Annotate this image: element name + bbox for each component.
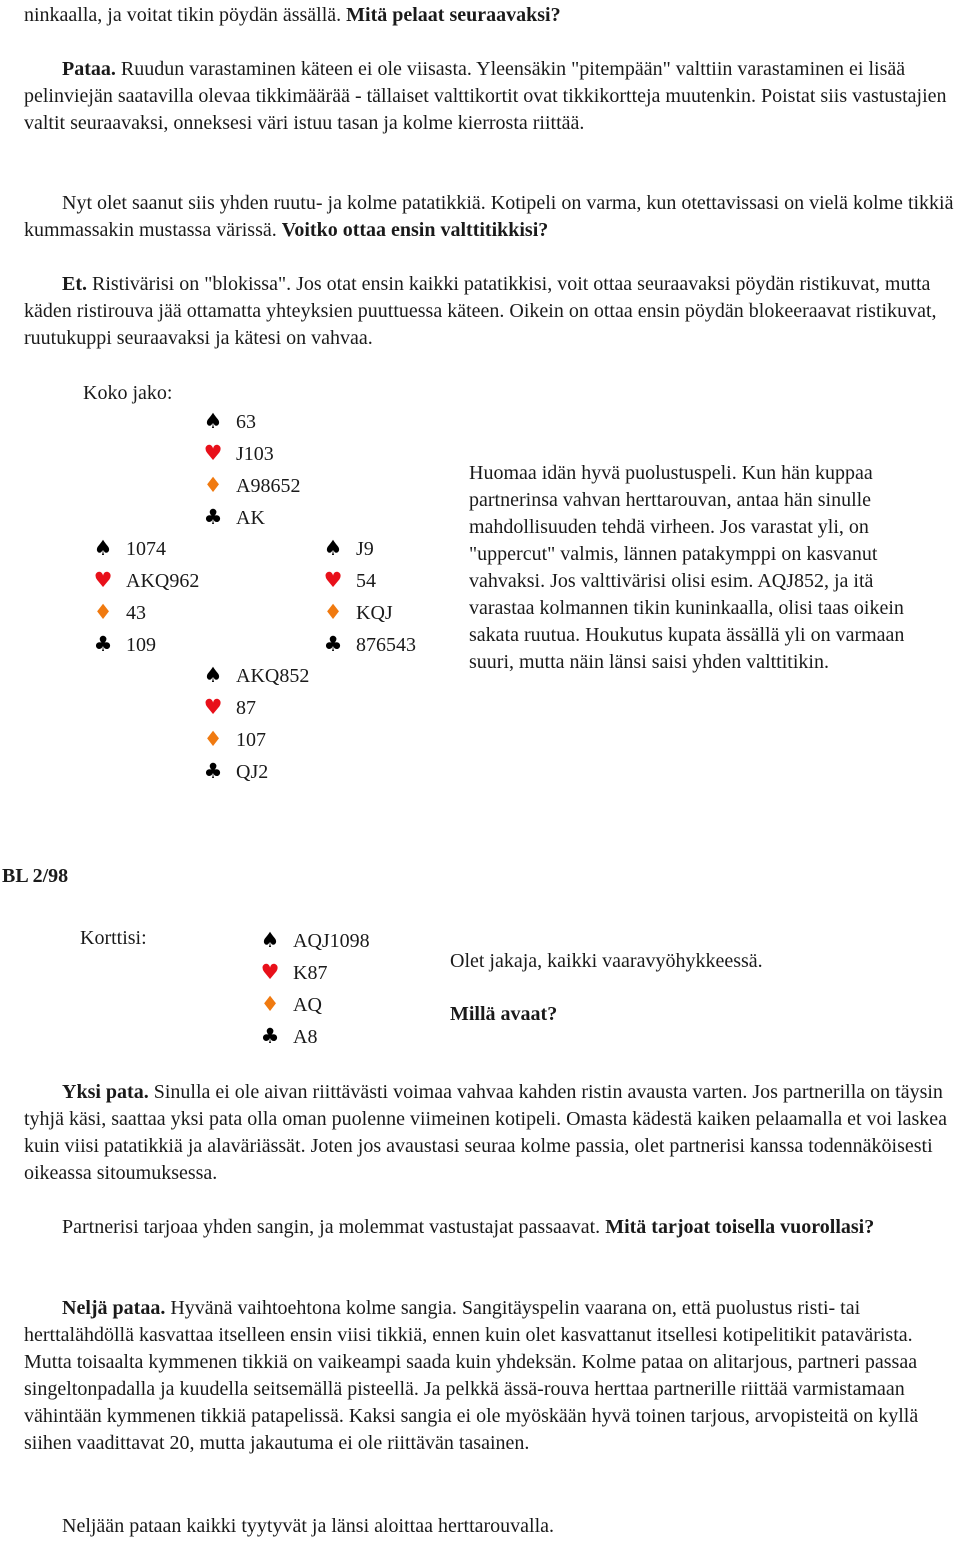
paragraph-answer-3: Yksi pata. Sinulla ei ole aivan riittävästi voimaa vahvaa kahden ristin avausta varten. Jos partnerilla on täysin tyhjä käsi, saattaa yksi pata olla oman puolenne viimeinen kotipeli. Omasta kädestä kaiken pelaamalla et voi laskea kuin viisi patatikkiä ja alaväriässät. Joten jos avaustasi seuraa kolme passia, olet partnerisi kanssa todennäköisesti oikeassa sitoumuksessa. — [24, 1081, 948, 1184]
paragraph-answer-1: Pataa. Ruudun varastaminen käteen ei ole viisasta. Yleensäkin "pitempään" valttiin varastaminen ei lisää pelinviejän saatavilla olevaa tikkimäärää - tällaiset valttikortit ovat tikkikortteja muutenkin. Poistat siis vastustajien valtit seuraavaksi, onneksesi väri istuu tasan ja kolme kierrosta riittää. — [24, 58, 947, 134]
question-text: Mitä pelaat seuraavaksi? — [346, 4, 561, 26]
hand-diamonds: ♦ AQ — [257, 988, 322, 1020]
south-hearts: ♥ 87 — [200, 691, 256, 723]
south-diamonds: ♦ 107 — [200, 723, 266, 755]
west-hearts: ♥ AKQ962 — [90, 564, 199, 596]
question-text: Millä avaat? — [450, 1003, 558, 1025]
section-heading: BL 2/98 — [2, 865, 69, 887]
heart-icon: ♥ — [203, 695, 223, 719]
east-spades: ♠ J9 — [320, 532, 374, 564]
diamond-icon: ♦ — [203, 473, 223, 497]
diamond-icon: ♦ — [260, 992, 280, 1016]
diamond-icon: ♦ — [203, 727, 223, 751]
question-text: Mitä tarjoat toisella vuorollasi? — [605, 1216, 875, 1238]
spade-icon: ♠ — [93, 536, 113, 560]
spade-icon: ♠ — [260, 928, 280, 952]
paragraph-answer-4: Neljä pataa. Hyvänä vaihtoehtona kolme sangia. Sangitäyspelin vaarana on, että puolustus risti- tai herttalähdöllä kasvattaa itselleen ensin viisi tikkiä, ennen kuin olet kasvattanut itsellesi kotipelitikit patavärista. Mutta toisaalta kymmenen tikkiä on vaikeampi saada kuin yhdeksän. Kolme pataa on alitarjous, partneri passaa singeltonpadalla ja kuudella seitsemällä pisteellä. Ja pelkkä ässä-rouva herttaa partnerille riittää varmistamaan vähintään kymmenen tikkiä patapelissä. Kaksi sangia ei ole myöskään hyvä toinen tarjous, arvopisteitä on kyllä siihen vaadittavat 20, mutta jakautuma ei ole riittävän tasainen. — [24, 1297, 919, 1454]
answer-keyword: Yksi pata. — [62, 1081, 149, 1103]
paragraph-6: Partnerisi tarjoaa yhden sangin, ja molemmat vastustajat passaavat. Mitä tarjoat toisella vuorollasi? — [62, 1216, 875, 1238]
heart-icon: ♥ — [323, 568, 343, 592]
club-icon: ♣ — [203, 759, 223, 783]
answer-keyword: Pataa. — [62, 58, 116, 80]
north-spades: ♠ 63 — [200, 405, 256, 437]
east-clubs: ♣ 876543 — [320, 628, 416, 660]
deal-commentary: Huomaa idän hyvä puolustuspeli. Kun hän kuppaa partnerinsa vahvan herttarouvan, antaa hän sinulle mahdollisuuden tehdä virheen. Jos varastat yli, on "uppercut" valmis, lännen patakymppi on kasvanut vahvaksi. Jos valttivärisi olisi esim. AQJ852, ja itä varastaa kolmannen tikin kuninkaalla, olisi taas oikein sakata ruutua. Houkutus kupata ässällä yli on varmaan suuri, mutta näin länsi saisi yhden valttitikin. — [469, 462, 905, 673]
hand-info: Olet jakaja, kaikki vaaravyöhykkeessä. — [450, 950, 763, 972]
paragraph-final: Neljään pataan kaikki tyytyvät ja länsi aloittaa herttarouvalla. — [62, 1515, 555, 1537]
club-icon: ♣ — [93, 632, 113, 656]
paragraph-intro: ninkaalla, ja voitat tikin pöydän ässällä. Mitä pelaat seuraavaksi? — [24, 4, 561, 26]
club-icon: ♣ — [203, 505, 223, 529]
deal-label: Koko jako: — [83, 382, 173, 404]
spade-icon: ♠ — [323, 536, 343, 560]
south-spades: ♠ AKQ852 — [200, 659, 309, 691]
heart-icon: ♥ — [260, 960, 280, 984]
west-clubs: ♣ 109 — [90, 628, 156, 660]
club-icon: ♣ — [260, 1024, 280, 1048]
north-diamonds: ♦ A98652 — [200, 469, 300, 501]
diamond-icon: ♦ — [323, 600, 343, 624]
north-hearts: ♥ J103 — [200, 437, 274, 469]
south-clubs: ♣ QJ2 — [200, 755, 268, 787]
answer-keyword: Et. — [62, 273, 87, 295]
north-clubs: ♣ AK — [200, 501, 265, 533]
answer-keyword: Neljä pataa. — [62, 1297, 166, 1319]
spade-icon: ♠ — [203, 409, 223, 433]
club-icon: ♣ — [323, 632, 343, 656]
paragraph-3: Nyt olet saanut siis yhden ruutu- ja kolme patatikkiä. Kotipeli on varma, kun otettavissasi on vielä kolme tikkiä kummassakin mustassa värissä. Voitko ottaa ensin valttitikkisi? — [24, 192, 954, 241]
question-text: Voitko ottaa ensin valttitikkisi? — [281, 219, 549, 241]
hand-spades: ♠ AQJ1098 — [257, 924, 370, 956]
west-spades: ♠ 1074 — [90, 532, 166, 564]
hand-hearts: ♥ K87 — [257, 956, 327, 988]
hand-label: Korttisi: — [80, 927, 147, 949]
spade-icon: ♠ — [203, 663, 223, 687]
east-hearts: ♥ 54 — [320, 564, 376, 596]
hand-clubs: ♣ A8 — [257, 1020, 317, 1052]
west-diamonds: ♦ 43 — [90, 596, 146, 628]
east-diamonds: ♦ KQJ — [320, 596, 393, 628]
heart-icon: ♥ — [93, 568, 113, 592]
heart-icon: ♥ — [203, 441, 223, 465]
diamond-icon: ♦ — [93, 600, 113, 624]
paragraph-answer-2: Et. Ristivärisi on "blokissa". Jos otat ensin kaikki patatikkisi, voit ottaa seuraavaksi pöydän ristikuvat, mutta käden ristirouva jää ottamatta yhteyksien puuttuessa käteen. Oikein on ottaa ensin pöydän blokeeraavat ristikuvat, ruutukuppi seuraavaksi ja kätesi on vahvaa. — [24, 273, 937, 349]
